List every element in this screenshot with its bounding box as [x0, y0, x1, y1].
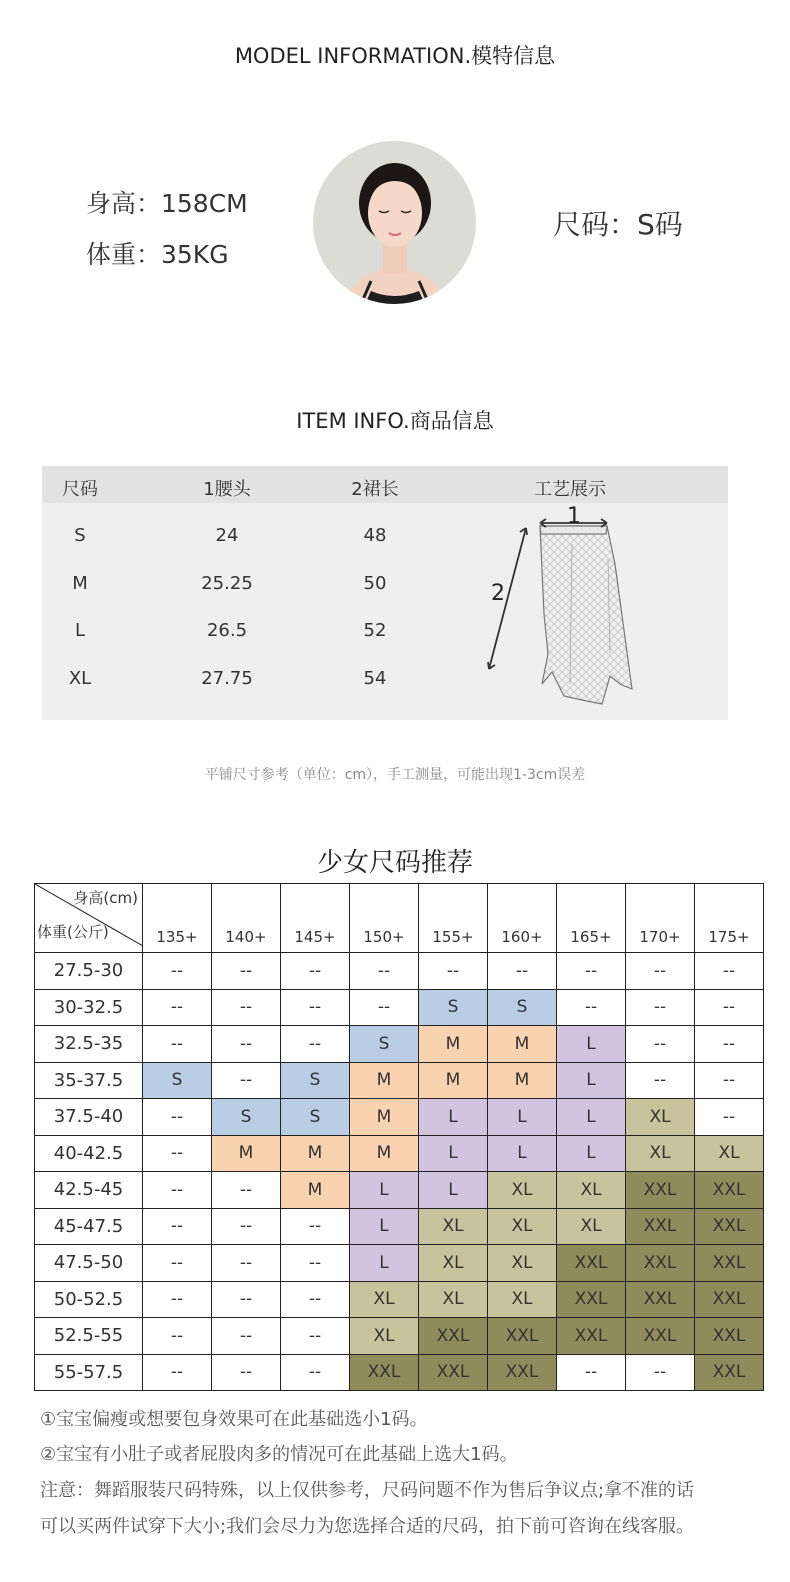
model-photo [313, 141, 476, 304]
height-header: 150+ [350, 884, 419, 953]
size-cell: XXL [626, 1281, 695, 1318]
size-cell: XL [695, 1135, 764, 1172]
size-table-corner [35, 884, 143, 953]
size-cell: L [557, 1062, 626, 1099]
weight-range-label: 45-47.5 [35, 1208, 143, 1245]
size-cell: XXL [626, 1318, 695, 1355]
size-cell: S [143, 1062, 212, 1099]
size-cell: -- [281, 1245, 350, 1282]
size-table-row [35, 1281, 764, 1318]
height-header: 175+ [695, 884, 764, 953]
size-cell: M [419, 1026, 488, 1063]
corner-weight-label: 体重(公斤) [37, 923, 109, 941]
size-cell: S [281, 1062, 350, 1099]
weight-range-label: 42.5-45 [35, 1172, 143, 1209]
size-cell: M [419, 1062, 488, 1099]
size-cell: S [419, 989, 488, 1026]
model-height: 身高：158CM [86, 189, 248, 218]
height-header: 140+ [212, 884, 281, 953]
size-cell: -- [212, 1208, 281, 1245]
size-cell: -- [212, 953, 281, 990]
size-cell: XL [350, 1281, 419, 1318]
size-cell: -- [212, 1026, 281, 1063]
size-cell: -- [281, 1318, 350, 1355]
height-header: 165+ [557, 884, 626, 953]
size-cell: M [488, 1062, 557, 1099]
size-cell: -- [350, 989, 419, 1026]
tip-smaller-size: ①宝宝偏瘦或想要包身效果可在此基础选小1码。 [40, 1409, 428, 1430]
size-cell: L [350, 1208, 419, 1245]
weight-range-label: 37.5-40 [35, 1099, 143, 1136]
size-cell: M [350, 1135, 419, 1172]
size-cell: XXL [695, 1208, 764, 1245]
size-cell: S [281, 1099, 350, 1136]
size-cell: XXL [626, 1172, 695, 1209]
size-cell: -- [143, 1026, 212, 1063]
size-cell: -- [212, 1318, 281, 1355]
size-cell: -- [143, 1245, 212, 1282]
size-cell: L [557, 1099, 626, 1136]
header-craft: 工艺展示 [534, 479, 606, 500]
item-section-title: ITEM INFO.商品信息 [296, 409, 494, 433]
skirt-measurement-diagram [482, 504, 682, 714]
header-size: 尺码 [62, 479, 98, 500]
weight-range-label: 52.5-55 [35, 1318, 143, 1355]
size-cell: S [488, 989, 557, 1026]
tip-notice-line1: 注意：舞蹈服装尺码特殊，以上仅供参考，尺码问题不作为售后争议点;拿不准的话 [40, 1480, 695, 1501]
tip-notice-line2: 可以买两件试穿下大小;我们会尽力为您选择合适的尺码，拍下前可咨询在线客服。 [40, 1516, 695, 1537]
model-weight: 体重：35KG [86, 240, 229, 269]
item-row-size: M [72, 573, 88, 594]
size-cell: XXL [695, 1354, 764, 1391]
size-cell: -- [212, 989, 281, 1026]
header-length: 2裙长 [351, 479, 399, 500]
header-waist: 1腰头 [203, 479, 251, 500]
size-cell: -- [695, 1062, 764, 1099]
size-cell: XXL [488, 1318, 557, 1355]
size-cell: -- [143, 1099, 212, 1136]
weight-range-label: 55-57.5 [35, 1354, 143, 1391]
size-table-row [35, 953, 764, 990]
size-table-row [35, 1135, 764, 1172]
height-header: 135+ [143, 884, 212, 953]
height-header: 160+ [488, 884, 557, 953]
size-cell: L [488, 1099, 557, 1136]
size-cell: L [488, 1135, 557, 1172]
size-cell: XL [557, 1172, 626, 1209]
size-cell: -- [281, 1354, 350, 1391]
model-portrait-illustration [313, 141, 476, 304]
size-cell: XXL [350, 1354, 419, 1391]
item-row-waist: 25.25 [201, 573, 253, 594]
size-cell: -- [212, 1062, 281, 1099]
weight-range-label: 32.5-35 [35, 1026, 143, 1063]
size-cell: -- [143, 1208, 212, 1245]
size-cell: XXL [488, 1354, 557, 1391]
size-cell: -- [626, 1026, 695, 1063]
size-cell: L [557, 1026, 626, 1063]
item-row-size: XL [68, 668, 92, 689]
size-cell: -- [281, 989, 350, 1026]
item-row-waist: 27.75 [201, 668, 253, 689]
size-cell: L [350, 1172, 419, 1209]
size-recommendation-table [34, 883, 764, 1391]
size-cell: -- [212, 1172, 281, 1209]
item-row-length: 54 [363, 668, 387, 689]
size-cell: -- [281, 1208, 350, 1245]
size-cell: L [557, 1135, 626, 1172]
size-cell: M [212, 1135, 281, 1172]
size-cell: XL [419, 1208, 488, 1245]
size-cell: -- [143, 1281, 212, 1318]
corner-height-label: 身高(cm) [73, 889, 138, 907]
size-cell: -- [626, 953, 695, 990]
size-table-row [35, 1026, 764, 1063]
size-cell: -- [212, 1245, 281, 1282]
size-table-row [35, 1099, 764, 1136]
size-cell: -- [557, 953, 626, 990]
height-header: 145+ [281, 884, 350, 953]
size-table-row [35, 1172, 764, 1209]
size-cell: -- [695, 953, 764, 990]
size-cell: M [281, 1172, 350, 1209]
size-cell: XL [419, 1245, 488, 1282]
size-cell: -- [143, 1318, 212, 1355]
size-cell: -- [695, 1099, 764, 1136]
size-cell: XXL [695, 1281, 764, 1318]
size-cell: XL [350, 1318, 419, 1355]
size-cell: S [350, 1026, 419, 1063]
size-cell: M [281, 1135, 350, 1172]
weight-range-label: 27.5-30 [35, 953, 143, 990]
size-cell: XXL [419, 1318, 488, 1355]
weight-range-label: 50-52.5 [35, 1281, 143, 1318]
model-size: 尺码：S码 [553, 208, 683, 241]
size-cell: L [419, 1172, 488, 1209]
size-cell: -- [419, 953, 488, 990]
size-cell: XXL [626, 1208, 695, 1245]
size-cell: -- [281, 1026, 350, 1063]
size-cell: -- [626, 989, 695, 1026]
size-chart-title: 少女尺码推荐 [316, 848, 473, 878]
tip-larger-size: ②宝宝有小肚子或者屁股肉多的情况可在此基础上选大1码。 [40, 1444, 518, 1465]
size-cell: XXL [557, 1245, 626, 1282]
size-cell: -- [557, 989, 626, 1026]
size-cell: XXL [419, 1354, 488, 1391]
size-cell: XL [488, 1208, 557, 1245]
size-cell: L [419, 1135, 488, 1172]
item-row-size: S [74, 525, 86, 546]
size-cell: XL [626, 1099, 695, 1136]
height-header: 155+ [419, 884, 488, 953]
size-table-row [35, 1208, 764, 1245]
size-cell: XL [626, 1135, 695, 1172]
item-row-length: 48 [363, 525, 387, 546]
weight-range-label: 35-37.5 [35, 1062, 143, 1099]
size-cell: -- [695, 1026, 764, 1063]
size-table-row [35, 1318, 764, 1355]
size-cell: XXL [695, 1245, 764, 1282]
size-cell: M [488, 1026, 557, 1063]
size-cell: XL [557, 1208, 626, 1245]
size-cell: -- [695, 989, 764, 1026]
size-cell: -- [281, 953, 350, 990]
size-table-header-row [35, 884, 764, 953]
size-table-row [35, 989, 764, 1026]
size-cell: M [350, 1062, 419, 1099]
size-cell: XL [488, 1281, 557, 1318]
size-cell: -- [281, 1281, 350, 1318]
size-cell: XXL [695, 1318, 764, 1355]
item-info-table [42, 466, 728, 720]
size-cell: XXL [626, 1245, 695, 1282]
size-cell: -- [350, 953, 419, 990]
size-cell: M [350, 1099, 419, 1136]
size-cell: -- [557, 1354, 626, 1391]
size-cell: -- [143, 1354, 212, 1391]
size-cell: -- [488, 953, 557, 990]
item-row-size: L [74, 620, 86, 641]
diagram-label-waist: 1 [567, 504, 581, 529]
size-table-row [35, 1062, 764, 1099]
item-row-waist: 24 [215, 525, 239, 546]
model-section-title: MODEL INFORMATION.模特信息 [234, 44, 556, 68]
size-cell: XL [488, 1245, 557, 1282]
size-cell: -- [212, 1281, 281, 1318]
size-cell: XL [419, 1281, 488, 1318]
weight-range-label: 47.5-50 [35, 1245, 143, 1282]
weight-range-label: 40-42.5 [35, 1135, 143, 1172]
size-cell: -- [143, 1172, 212, 1209]
measurement-note: 平铺尺寸参考（单位：cm），手工测量，可能出现1-3cm误差 [204, 767, 586, 783]
item-row-length: 52 [363, 620, 387, 641]
item-row-waist: 26.5 [206, 620, 248, 641]
weight-range-label: 30-32.5 [35, 989, 143, 1026]
size-cell: -- [143, 989, 212, 1026]
diagram-label-length: 2 [491, 581, 505, 606]
size-cell: XXL [557, 1281, 626, 1318]
size-cell: S [212, 1099, 281, 1136]
size-cell: -- [626, 1354, 695, 1391]
size-cell: XXL [557, 1318, 626, 1355]
size-cell: L [419, 1099, 488, 1136]
item-row-length: 50 [363, 573, 387, 594]
size-cell: -- [143, 1135, 212, 1172]
size-cell: -- [212, 1354, 281, 1391]
size-cell: L [350, 1245, 419, 1282]
size-table-row [35, 1245, 764, 1282]
height-header: 170+ [626, 884, 695, 953]
size-cell: -- [626, 1062, 695, 1099]
size-cell: XL [488, 1172, 557, 1209]
size-table-row [35, 1354, 764, 1391]
size-cell: XXL [695, 1172, 764, 1209]
size-cell: -- [143, 953, 212, 990]
